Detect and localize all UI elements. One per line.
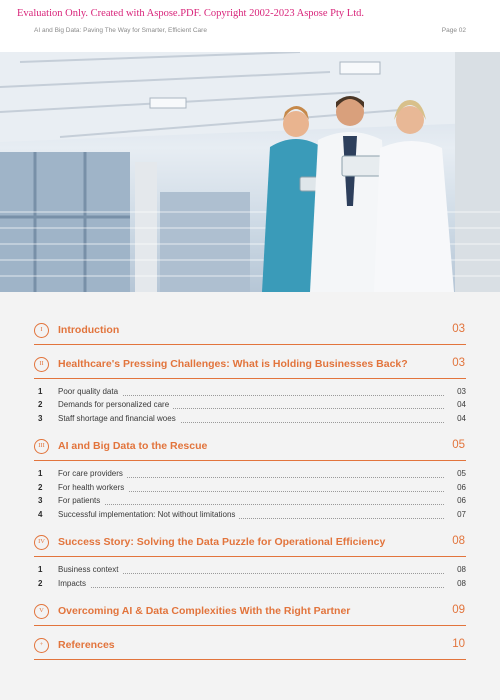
toc-subentry[interactable] xyxy=(34,400,466,412)
toc-subentry[interactable] xyxy=(34,579,466,591)
section-page-number: 08 xyxy=(452,535,465,547)
subentry-number: 2 xyxy=(38,400,43,409)
toc-subentry[interactable] xyxy=(34,510,466,522)
toc-section-4[interactable] xyxy=(34,533,466,553)
subentry-page-number: 08 xyxy=(454,565,466,574)
section-numeral-icon: IV xyxy=(34,535,49,550)
section-divider xyxy=(34,659,466,660)
subentry-number: 1 xyxy=(38,386,43,396)
subentry-number: 3 xyxy=(38,413,43,423)
subentry-number: 4 xyxy=(38,509,43,519)
subentry-label: For health workers xyxy=(58,483,128,492)
toc-subentry[interactable] xyxy=(34,414,466,426)
toc-subentry[interactable] xyxy=(34,469,466,481)
page-number: Page 02 xyxy=(441,27,466,34)
subentry-label: Demands for personalized care xyxy=(58,400,173,409)
toc-subentry[interactable] xyxy=(34,565,466,577)
toc-subentry[interactable] xyxy=(34,496,466,508)
section-divider xyxy=(34,556,466,557)
subentry-label: For patients xyxy=(58,496,104,505)
dot-leader xyxy=(58,504,444,505)
subentry-page-number: 06 xyxy=(454,483,466,492)
section-title: AI and Big Data to the Rescue xyxy=(58,440,208,452)
section-numeral-icon: II xyxy=(34,357,49,372)
subentry-page-number: 03 xyxy=(454,387,466,396)
document-title: AI and Big Data: Paving The Way for Smarter, Efficient Care xyxy=(34,27,207,34)
evaluation-watermark: Evaluation Only. Created with Aspose.PDF. Copyright 2002-2023 Aspose Pty Ltd. xyxy=(17,8,365,19)
section-divider xyxy=(34,378,466,379)
section-title: References xyxy=(58,638,115,651)
subentry-label: For care providers xyxy=(58,469,127,478)
toc-section-1[interactable] xyxy=(34,321,466,341)
section-numeral-icon: V xyxy=(34,604,49,619)
subentry-label: Successful implementation: Not without limitations xyxy=(58,510,239,519)
subentry-page-number: 04 xyxy=(454,414,466,423)
subentry-number: 1 xyxy=(38,469,43,478)
subentry-label: Poor quality data xyxy=(58,387,122,396)
section-numeral-icon: I xyxy=(34,323,49,338)
section-page-number: 03 xyxy=(452,323,465,335)
subentry-number: 2 xyxy=(38,578,43,588)
table-of-contents xyxy=(0,292,500,700)
toc-section-6[interactable] xyxy=(34,636,466,656)
subentry-page-number: 05 xyxy=(454,469,466,478)
section-divider xyxy=(34,625,466,626)
section-title: Introduction xyxy=(58,324,120,336)
section-numeral-icon: + xyxy=(34,638,49,653)
section-divider xyxy=(34,344,466,345)
section-title: Healthcare's Pressing Challenges: What is Holding Businesses Back? xyxy=(58,357,408,370)
doctors-photo-illustration xyxy=(0,52,500,292)
subentry-label: Staff shortage and financial woes xyxy=(58,414,180,423)
section-title: Success Story: Solving the Data Puzzle for Operational Efficiency xyxy=(58,536,386,548)
section-numeral-icon: III xyxy=(34,439,49,454)
subentry-number: 2 xyxy=(38,482,43,492)
subentry-label: Impacts xyxy=(58,579,90,588)
section-page-number: 03 xyxy=(452,356,465,369)
section-page-number: 09 xyxy=(452,604,465,616)
toc-section-5[interactable] xyxy=(34,602,466,622)
subentry-page-number: 08 xyxy=(454,579,466,588)
subentry-number: 3 xyxy=(38,496,43,505)
section-divider xyxy=(34,460,466,461)
hero-photo xyxy=(0,52,500,292)
toc-subentry[interactable] xyxy=(34,387,466,399)
running-header xyxy=(34,27,466,39)
section-title: Overcoming AI & Data Complexities With the Right Partner xyxy=(58,605,351,617)
subentry-page-number: 07 xyxy=(454,510,466,519)
doctor-senior-figure xyxy=(374,100,454,292)
subentry-page-number: 04 xyxy=(454,400,466,409)
subentry-page-number: 06 xyxy=(454,496,466,505)
toc-section-2[interactable] xyxy=(34,355,466,375)
dot-leader xyxy=(58,587,444,588)
toc-subentry[interactable] xyxy=(34,483,466,495)
subentry-number: 1 xyxy=(38,565,43,574)
section-page-number: 10 xyxy=(452,637,465,650)
subentry-label: Business context xyxy=(58,565,122,574)
section-page-number: 05 xyxy=(452,439,465,451)
toc-section-3[interactable] xyxy=(34,437,466,457)
